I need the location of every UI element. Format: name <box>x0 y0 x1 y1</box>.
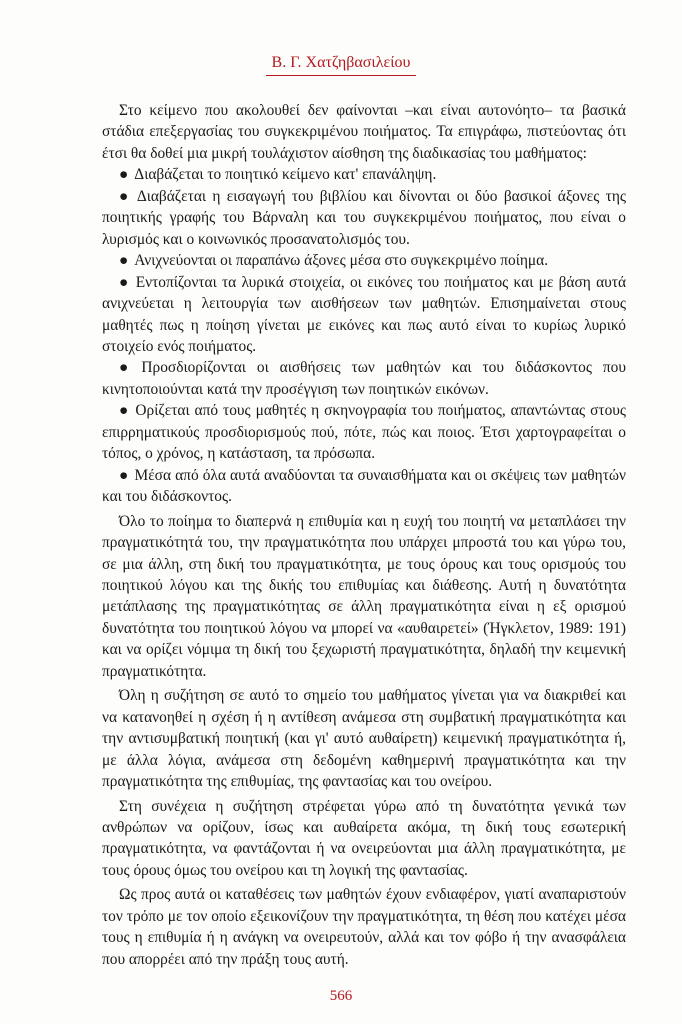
page-number: 566 <box>329 988 353 1004</box>
bullet-item: ● Εντοπίζονται τα λυρικά στοιχεία, οι εικόνες του ποιήματος και με βάση αυτά ανιχνεύεται η λειτουργία των αισθήσεων των μαθητών. Επισημαίνεται στους μαθητές πως η ποίηση γίνεται με εικόνες και πως αυτό είναι το κυρίως λυρικό στοιχείο ενός ποιήματος. <box>102 273 627 355</box>
bullet-item: ● Διαβάζεται η εισαγωγή του βιβλίου και δίνονται οι δύο βασικοί άξονες της ποιητικής γραφής του Βάρναλη και του συγκεκριμένου ποιήματος, που είναι ο λυρισμός και ο κοινωνικός προσανατολισμός του. <box>102 187 626 248</box>
author-name: Β. Γ. Χατζηβασιλείου <box>266 54 417 76</box>
paragraph: Όλη η συζήτηση σε αυτό το σημείο του μαθήματος γίνεται για να διακριθεί και να κατανοηθεί η σχέση ή η αντίθεση ανάμεσα στη συμβατική πραγματικότητα και την αντισυμβατική ποιητική (και γι' αυτό αυθαίρετη) κειμενική πραγματικότητα ή, με άλλα λόγια, ανάμεσα στη δεδομένη καθημερινή πραγματικότητα και την πραγματικότητα της επιθυμίας, της φαντασίας και του ονείρου. <box>102 687 626 791</box>
bullet-item: ● Ορίζεται από τους μαθητές η σκηνογραφία του ποιήματος, απαντώντας στους επιρρηματικούς προσδιορισμούς πού, πότε, πώς και ποιος. Έτσι χαρτογραφείται ο τόπος, ο χρόνος, η κατάσταση, τα πρόσωπα. <box>102 402 627 463</box>
paragraph: Στο κείμενο που ακολουθεί δεν φαίνονται –και είναι αυτονόητο– τα βασικά στάδια επεξεργασίας του συγκεκριμένου ποιήματος. Τα επιγράφω, πιστεύοντας ότι έτσι θα δοθεί μια μικρή τουλάχιστον αίσθηση της διαδικασίας του μαθήματος: <box>102 102 626 162</box>
bullet-icon: ● <box>119 252 129 270</box>
paragraph: Όλο το ποίημα το διαπερνά η επιθυμία και η ευχή του ποιητή να μεταπλάσει την πραγματικότητά του, την πραγματικότητα που υπάρχει μπροστά του και γύρω του, σε μια άλλη, στη δική του πραγματικότητα, με τους όρους και τους ορισμούς του ποιητικού λόγου και της δικής του επιθυμίας και διάθεσης. Αυτή η δυνατότητα μετάπλασης της πραγματικότητας σε άλλη πραγματικότητα είναι η εξ ορισμού δυνατότητα του ποιητικού λόγου να μπορεί να «αυθαιρετεί» (Ήγκλετον, 1989: 191) και να ορίζει νόμιμα τη δική του ξεχωριστή πραγματικότητα, δηλαδή την κειμενική πραγματικότητα. <box>102 512 626 680</box>
bullet-icon: ● <box>119 359 136 377</box>
bullet-icon: ● <box>119 402 130 420</box>
running-header <box>0 54 682 76</box>
bullet-icon: ● <box>119 166 129 184</box>
bullet-icon: ● <box>119 187 131 205</box>
bullet-icon: ● <box>119 466 129 484</box>
bullet-item: ● Μέσα από όλα αυτά αναδύονται τα συναισθήματα και οι σκέψεις των μαθητών και του διδάσκοντος. <box>102 466 626 506</box>
bullet-item: ● Ανιχνεύονται οι παραπάνω άξονες μέσα στο συγκεκριμένο ποίημα. <box>119 252 549 270</box>
body-text <box>102 100 626 970</box>
paragraph: Στη συνέχεια η συζήτηση στρέφεται γύρω από τη δυνατότητα γενικά των ανθρώπων να ορίζουν, ίσως και αυθαίρετα ακόμα, τη δική τους εσωτερική πραγματικότητα, να φαντάζονται ή να ονειρεύονται μια άλλη πραγματικότητα, με τους όρους όμως του ονείρου και τη λογική της φαντασίας. <box>102 797 626 879</box>
paragraph: Ως προς αυτά οι καταθέσεις των μαθητών έχουν ενδιαφέρον, γιατί αναπαριστούν τον τρόπο με τον οποίο εξεικονίζουν την πραγματικότητα, τη θέση που κατέχει μέσα τους η επιθυμία ή η ανάγκη να ονειρευτούν, αλλά και τον φόβο ή την ανασφάλεια που απορρέει από την πράξη τους αυτή. <box>102 886 626 968</box>
bullet-icon: ● <box>119 273 130 291</box>
bullet-item: ● Διαβάζεται το ποιητικό κείμενο κατ' επανάληψη. <box>119 166 437 184</box>
bullet-item: ● Προσδιορίζονται οι αισθήσεις των μαθητών και του διδάσκοντος που κινητοποιούνται κατά την προσέγγιση των ποιητικών εικόνων. <box>102 359 627 398</box>
